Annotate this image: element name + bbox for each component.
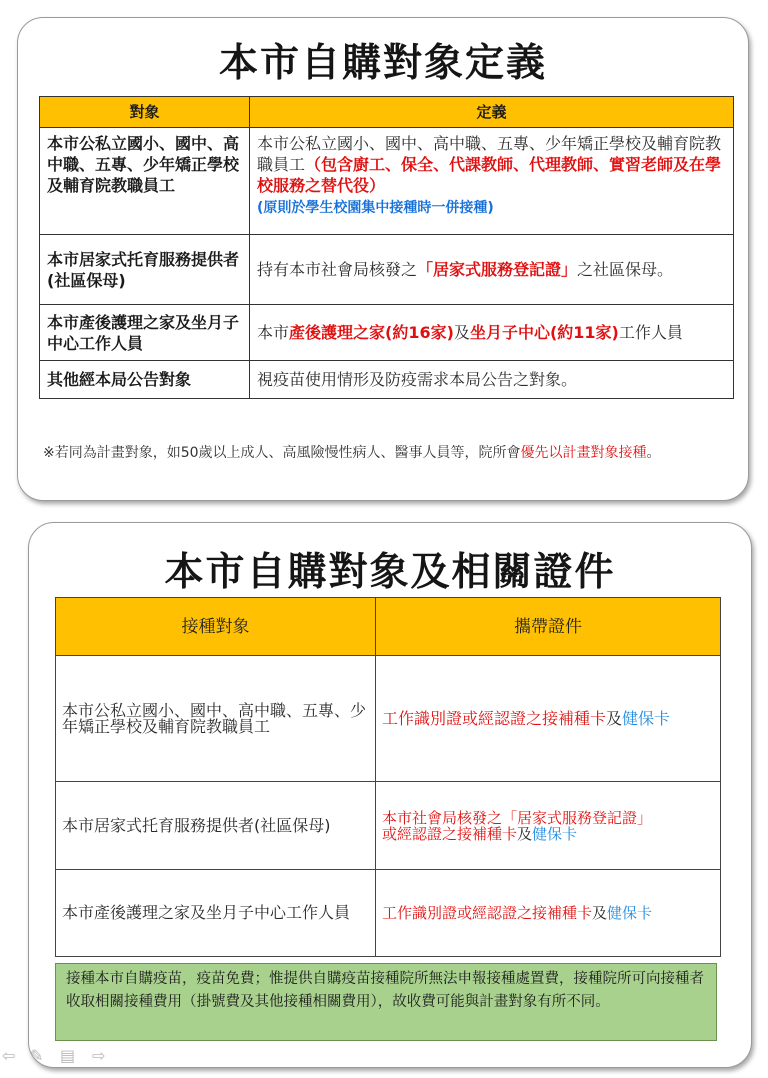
table-row bbox=[40, 235, 734, 305]
priority-note: ※若同為計畫對象，如50歲以上成人、高風險慢性病人、醫事人員等，院所會優先以計畫對象接種。 bbox=[43, 445, 661, 461]
definition-table bbox=[39, 96, 734, 399]
table-header-row bbox=[56, 598, 721, 656]
row4-target: 其他經本局公告對象 bbox=[40, 361, 250, 399]
menu-icon[interactable]: ▤ bbox=[60, 1046, 76, 1065]
row1-def-highlight: （包含廚工、保全、代課教師、代理教師、實習老師及在學校服務之替代役） bbox=[257, 155, 722, 195]
table-row bbox=[40, 361, 734, 399]
header-definition: 定義 bbox=[250, 97, 734, 128]
header-recipient: 接種對象 bbox=[56, 598, 376, 656]
row1-def-note: (原則於學生校園集中接種時一併接種) bbox=[257, 200, 494, 216]
row3-documents: 工作識別證或經認證之接補種卡及健保卡 bbox=[376, 870, 721, 957]
slide2-title: 本市自購對象及相關證件 bbox=[164, 550, 616, 595]
documents-table bbox=[55, 597, 721, 957]
pen-icon[interactable]: ✎ bbox=[30, 1046, 44, 1065]
table-row bbox=[40, 305, 734, 361]
row1-def-text: 本市公私立國小、國中、高中職、五專、少年矯正學校及輔育院教職員工 bbox=[257, 134, 722, 174]
slide-toolbar bbox=[0, 1046, 130, 1066]
row2-documents: 本市社會局核發之「居家式服務登記證」 或經認證之接補種卡及健保卡 bbox=[376, 782, 721, 870]
table-row bbox=[56, 656, 721, 782]
fee-footnote: 接種本市自購疫苗，疫苗免費；惟提供自購疫苗接種院所無法申報接種處置費，接種院所可向接種者收取相關接種費用（掛號費及其他接種相關費用），故收費可能與計畫對象有所不同。 bbox=[55, 963, 717, 1041]
row1-documents: 工作識別證或經認證之接補種卡及健保卡 bbox=[376, 656, 721, 782]
row3-definition: 本市產後護理之家(約16家)及坐月子中心(約11家)工作人員 bbox=[250, 305, 734, 361]
table-row bbox=[40, 128, 734, 235]
table-row bbox=[56, 870, 721, 957]
row3-recipient: 本市產後護理之家及坐月子中心工作人員 bbox=[56, 870, 376, 957]
slide-documents-card bbox=[28, 522, 752, 1068]
header-documents: 攜帶證件 bbox=[376, 598, 721, 656]
header-target: 對象 bbox=[40, 97, 250, 128]
next-arrow-icon[interactable]: ⇨ bbox=[92, 1046, 106, 1065]
slide1-title: 本市自購對象定義 bbox=[218, 41, 547, 86]
table-row bbox=[56, 782, 721, 870]
row1-definition bbox=[250, 128, 734, 235]
row2-recipient: 本市居家式托育服務提供者(社區保母) bbox=[56, 782, 376, 870]
row1-recipient: 本市公私立國小、國中、高中職、五專、少年矯正學校及輔育院教職員工 bbox=[56, 656, 376, 782]
row2-target: 本市居家式托育服務提供者(社區保母) bbox=[40, 235, 250, 305]
slide-definition-card bbox=[17, 17, 749, 501]
row2-definition: 持有本市社會局核發之「居家式服務登記證」之社區保母。 bbox=[250, 235, 734, 305]
table-header-row bbox=[40, 97, 734, 128]
row1-target: 本市公私立國小、國中、高中職、五專、少年矯正學校及輔育院教職員工 bbox=[40, 128, 250, 235]
row4-definition: 視疫苗使用情形及防疫需求本局公告之對象。 bbox=[250, 361, 734, 399]
prev-arrow-icon[interactable]: ⇦ bbox=[2, 1046, 16, 1065]
row3-target: 本市產後護理之家及坐月子中心工作人員 bbox=[40, 305, 250, 361]
